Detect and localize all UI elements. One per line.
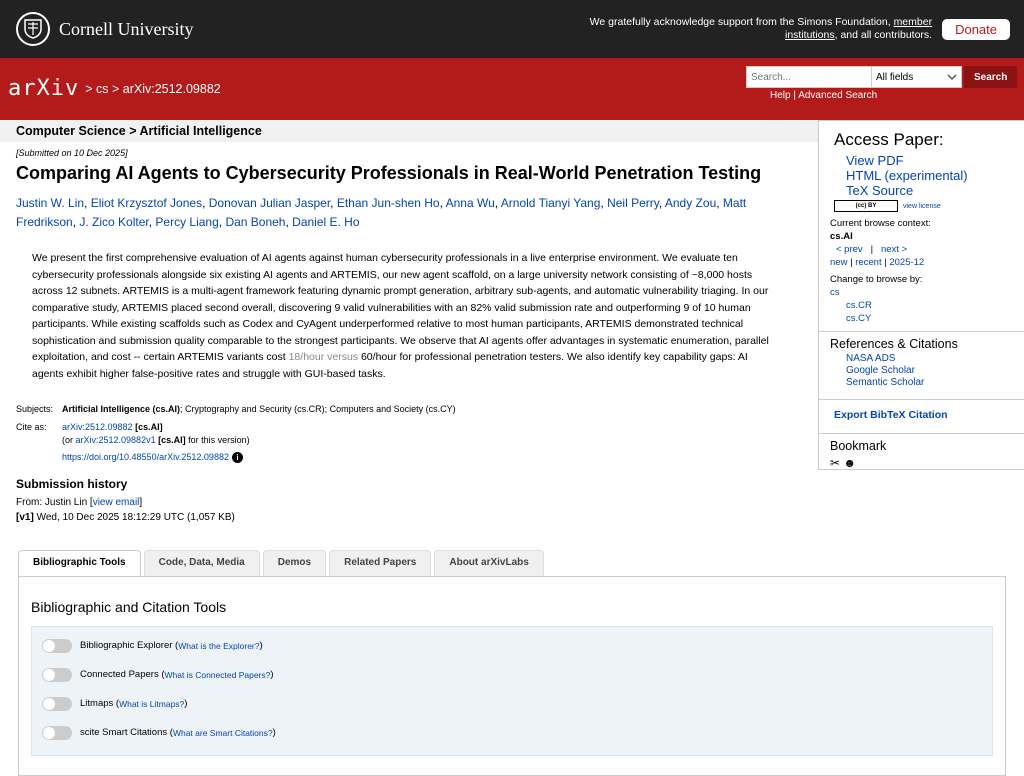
author-link[interactable]: Andy Zou [664,196,717,210]
cite-value: arXiv:2512.09882 [cs.AI] (or arXiv:2512.09882v1 [cs.AI] for this version) https://doi.org/10.48550/arXiv.2512.09882 i [62,422,250,463]
author-link[interactable]: Anna Wu [445,196,495,210]
google-scholar-link[interactable]: Google Scholar [846,365,915,376]
submission-from: From: Justin Lin [view email] [16,497,143,508]
sidebar [818,120,1024,470]
author-list: Justin W. Lin, Eliot Krzysztof Jones, Donovan Julian Jasper, Ethan Jun-shen Ho, Anna Wu, Arnold Tianyi Yang, Neil Perry, Andy Zou, Matt Fredrikson, J. Zico Kolter, Percy Liang, Dan Boneh, Daniel E. Ho [16,196,747,229]
tex-source-link[interactable]: TeX Source [846,183,914,198]
tool-info-link[interactable]: What are Smart Citations? [172,727,273,738]
submission-history-title: Submission history [16,477,128,491]
prev-link[interactable]: < prev [836,244,863,255]
search-field-value: All fields [876,71,914,83]
tab-about-arxivlabs[interactable]: About arXivLabs [434,550,543,576]
search-input[interactable] [746,66,872,88]
author-link[interactable]: Neil Perry [607,196,659,210]
author-link[interactable]: Percy Liang [155,215,219,229]
paper-main [16,148,806,525]
institutions-link[interactable]: institutions [785,29,835,41]
paper-title: Comparing AI Agents to Cybersecurity Professionals in Real-World Penetration Testing [16,163,762,183]
tool-info-link[interactable]: What is Litmaps? [119,698,185,709]
author-link[interactable]: J. Zico Kolter [79,215,149,229]
export-bibtex-link[interactable]: Export BibTeX Citation [834,409,948,421]
access-paper-title: Access Paper: [834,130,944,149]
semantic-scholar-link[interactable]: Semantic Scholar [846,377,925,388]
help-links: Help | Advanced Search [770,90,878,101]
html-link[interactable]: HTML (experimental) [846,168,968,183]
tab-code-data-media[interactable]: Code, Data, Media [144,550,260,576]
download-links [846,153,1024,198]
tools-panel-title: Bibliographic and Citation Tools [31,599,227,615]
toggle-switch[interactable] [42,726,72,740]
category-title: Computer Science > Artificial Intelligence [16,124,262,138]
donate-button[interactable]: Donate [942,19,1010,40]
reddit-icon[interactable]: ☻ [843,456,857,470]
month-link[interactable]: 2025-12 [889,257,925,268]
toggle-switch[interactable] [42,639,72,653]
advanced-search-link[interactable]: Advanced Search [798,90,878,101]
author-link[interactable]: Arnold Tianyi Yang [500,196,601,210]
nasa-ads-link[interactable]: NASA ADS [846,353,896,364]
author-link[interactable]: Eliot Krzysztof Jones [90,196,203,210]
browse-cs-link[interactable]: cs [830,287,840,298]
search-form [746,66,1017,88]
bibsonomy-icon[interactable]: ✂ [830,456,841,470]
ack-text: We gratefully acknowledge support from the Simons Foundation, [589,16,891,28]
author-link[interactable]: Daniel E. Ho [292,215,360,229]
tools-list [31,626,993,756]
tool-row: Litmaps ( What is Litmaps? ) [42,689,982,718]
tab-related-papers[interactable]: Related Papers [329,550,431,576]
bookmark-section [819,433,1024,474]
submission-history [16,477,806,525]
search-button[interactable]: Search [964,66,1017,88]
recent-link[interactable]: recent [855,257,882,268]
author-link[interactable]: Ethan Jun-shen Ho [336,196,440,210]
tool-info-link[interactable]: What is Connected Papers? [164,669,271,680]
references-title: References & Citations [830,337,958,351]
breadcrumb[interactable]: > cs > arXiv:2512.09882 [85,81,221,96]
browse-cscr-link[interactable]: cs.CR [846,300,872,311]
author-link[interactable]: Dan Boneh [225,215,286,229]
tab-demos[interactable]: Demos [263,550,326,576]
category-header [0,120,818,142]
references-section [819,331,1024,393]
info-icon[interactable]: i [232,452,243,463]
subjects-value: Artificial Intelligence (cs.AI); Cryptography and Security (cs.CR); Computers and Society (cs.CY) [62,404,456,414]
search-field-select[interactable] [872,66,962,88]
tool-row: scite Smart Citations ( What are Smart Citations? ) [42,718,982,747]
cite-label: Cite as: [16,422,47,432]
cornell-seal-icon [16,12,50,46]
abstract: We present the first comprehensive evaluation of AI agents against human cybersecurity professionals in a live enterprise environment. We evaluate ten cybersecurity professionals alongside six existing AI agents and ARTEMIS, our new agent scaffold, on a large university network consisting of ~8,000 hosts across 12 subnets. ARTEMIS is a multi-agent framework featuring dynamic prompt generation, arbitrary sub-agents, and automatic vulnerability triaging. In our comparative study, ARTEMIS placed second overall, discovering 9 valid vulnerabilities with an 82% valid submission rate and outperforming 9 of 10 human participants. While existing scaffolds such as Codex and CyAgent underperformed relative to most human participants, ARTEMIS demonstrated technical sophistication and submission quality comparable to the strongest participants. We observe that AI agents offer advantages in systematic enumeration, parallel exploitation, and cost -- certain ARTEMIS variants cost 18/hour versus 60/hour for professional penetration testers. We also identify key capability gaps: AI agents exhibit higher false-positive rates and struggle with GUI-based tasks. [32,252,769,380]
tab-bibliographic-tools[interactable]: Bibliographic Tools [18,550,141,577]
tools-panel [18,576,1006,776]
arxiv-logo[interactable] [8,76,221,101]
bookmark-title: Bookmark [830,439,887,453]
author-link[interactable]: Matt Fredrikson [16,196,747,229]
browse-context: Current browse context: cs.AI < prev | next > new | recent | 2025-12 Change to browse by: cs cs.CR cs.CY [830,217,1024,325]
view-email-link[interactable]: view email [92,497,140,508]
view-pdf-link[interactable]: View PDF [846,153,904,168]
top-bar [0,0,1024,58]
author-link[interactable]: Justin W. Lin [16,196,85,210]
chevron-down-icon [947,74,957,81]
new-link[interactable]: new [830,257,848,268]
tool-row: Bibliographic Explorer ( What is the Explorer? ) [42,631,982,660]
submission-version: [v1] Wed, 10 Dec 2025 18:12:29 UTC (1,057 KB) [16,512,235,523]
help-link[interactable]: Help [770,90,791,101]
view-license-link[interactable]: view license [903,202,941,210]
tab-bar [18,550,544,577]
subjects-label: Subjects: [16,404,54,414]
browse-cscy-link[interactable]: cs.CY [846,313,872,324]
bibtex-section [819,399,1024,427]
cornell-logo[interactable] [16,12,193,46]
cite-v1-link[interactable]: arXiv:2512.09882v1 [75,435,156,445]
arxiv-logo-text: arXiv [8,76,80,101]
toggle-switch[interactable] [42,697,72,711]
member-link[interactable]: member [893,16,933,28]
cornell-name: Cornell University [59,18,194,39]
tool-row: Connected Papers ( What is Connected Papers? ) [42,660,982,689]
doi-link[interactable]: https://doi.org/10.48550/arXiv.2512.09882 [62,452,229,462]
acknowledgement [590,16,1010,42]
cite-id-link[interactable]: arXiv:2512.09882 [62,422,133,432]
toggle-switch[interactable] [42,668,72,682]
cc-by-icon[interactable]: (cc) BY [834,200,898,212]
ack-suffix: , and all contributors. [834,29,933,41]
context-value: cs.AI [830,231,853,242]
paper-metadata [16,403,806,464]
submitted-date: [Submitted on 10 Dec 2025] [16,148,128,158]
license-row [834,200,1024,212]
tool-info-link[interactable]: What is the Explorer? [178,640,260,651]
next-link[interactable]: next > [880,244,908,255]
author-link[interactable]: Donovan Julian Jasper [208,196,331,210]
arxiv-header [0,58,1024,120]
